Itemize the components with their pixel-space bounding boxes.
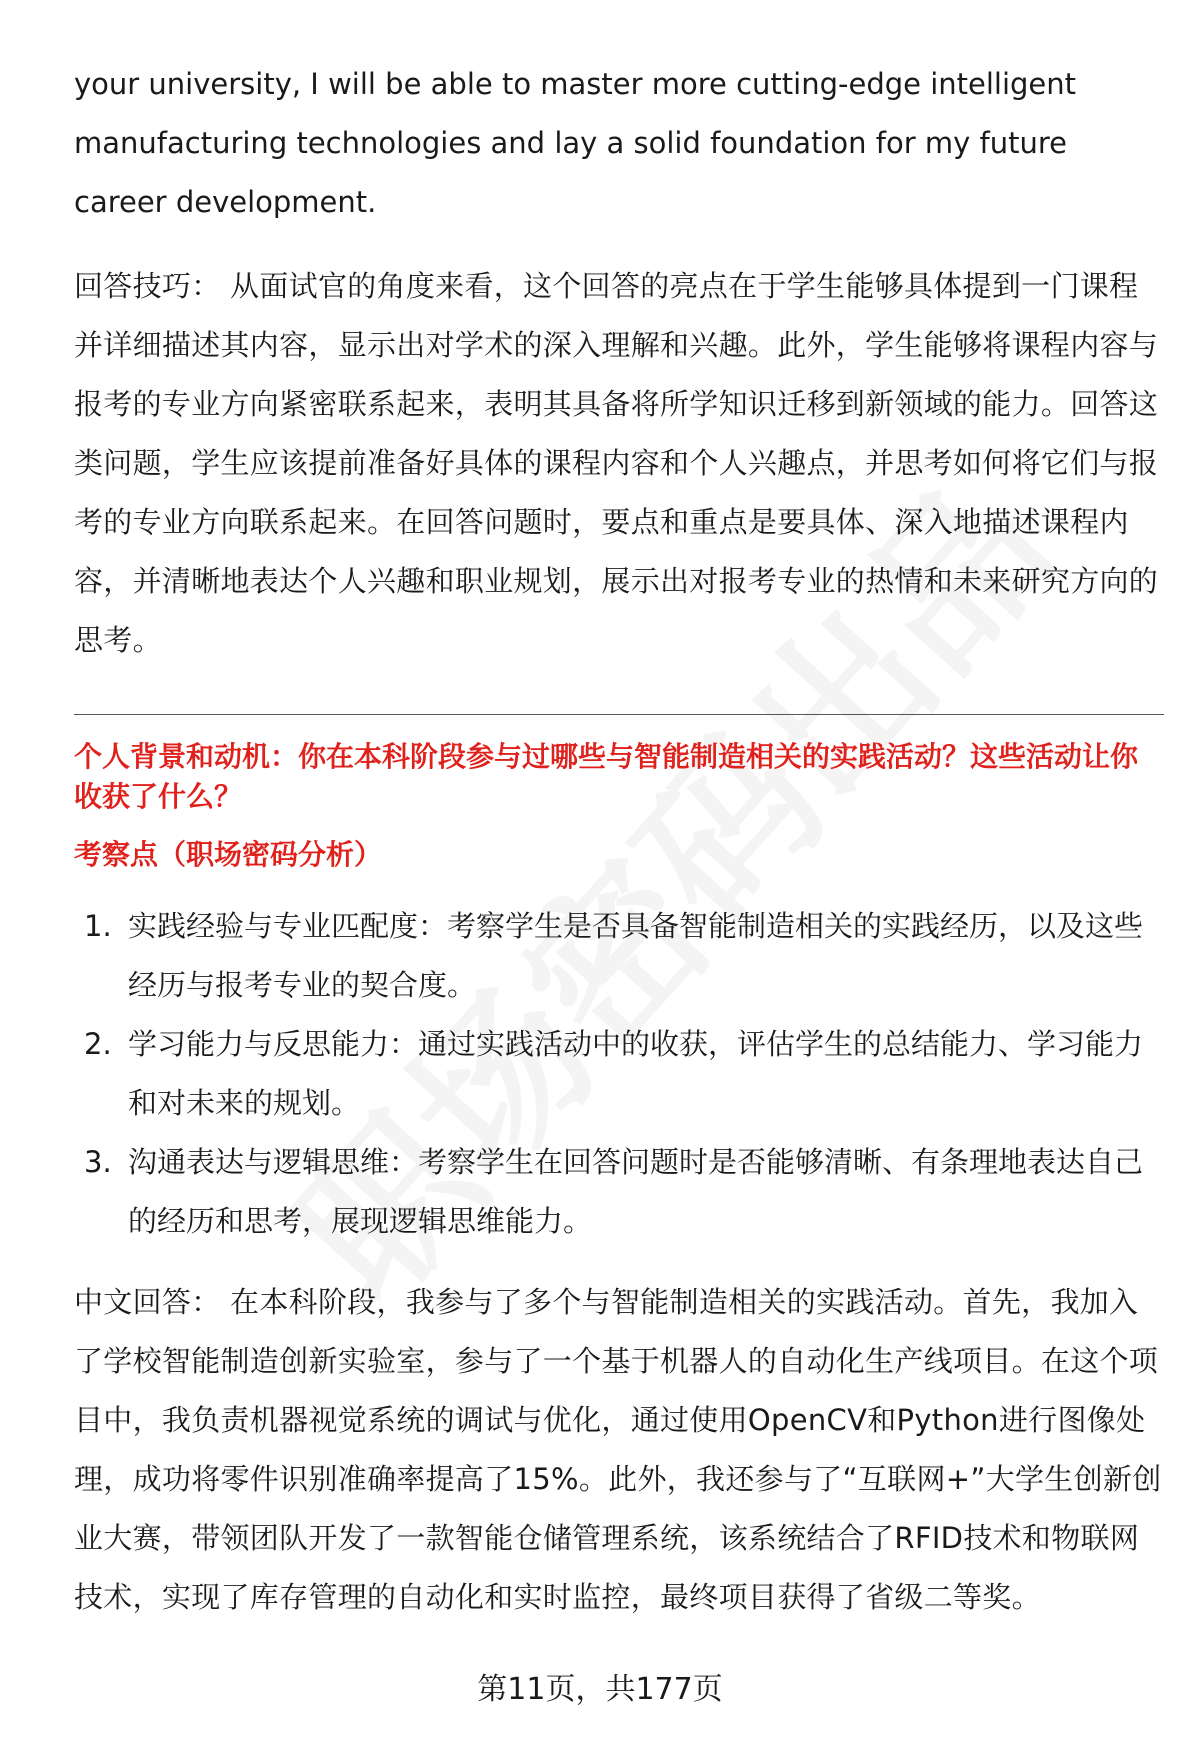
tips-paragraph [74, 257, 1164, 670]
document-page [74, 55, 1164, 1627]
list-item-text: 沟通表达与逻辑思维：考察学生在回答问题时是否能够清晰、有条理地表达自己的经历和思考，展现逻辑思维能力。 [128, 1145, 1144, 1238]
answer-cn-label: 中文回答： [74, 1285, 221, 1319]
list-item-text: 实践经验与专业匹配度：考察学生是否具备智能制造相关的实践经历，以及这些经历与报考专业的契合度。 [128, 909, 1144, 1002]
list-item [74, 897, 1164, 1015]
tips-text: 从面试官的角度来看，这个回答的亮点在于学生能够具体提到一门课程并详细描述其内容，显示出对学术的深入理解和兴趣。此外，学生能够将课程内容与报考的专业方向紧密联系起来，表明其具备将所学知识迁移到新领域的能力。回答这类问题，学生应该提前准备好具体的课程内容和个人兴趣点，并思考如何将它们与报考的专业方向联系起来。在回答问题时，要点和重点是要具体、深入地描述课程内容，并清晰地表达个人兴趣和职业规划，展示出对报考专业的热情和未来研究方向的思考。 [74, 269, 1159, 657]
intro-paragraph-en: your university, I will be able to master more cutting-edge intelligent manufacturing technologies and lay a solid foundation for my future career development. [74, 67, 1077, 219]
list-item-number: 3. [84, 1145, 112, 1179]
list-item [74, 1015, 1164, 1133]
list-item-text: 学习能力与反思能力：通过实践活动中的收获，评估学生的总结能力、学习能力和对未来的规划。 [128, 1027, 1144, 1120]
answer-cn-paragraph [74, 1273, 1164, 1627]
question-title: 个人背景和动机：你在本科阶段参与过哪些与智能制造相关的实践活动？这些活动让你收获了什么？ [74, 740, 1139, 813]
analysis-points-list [74, 897, 1164, 1251]
tips-label: 回答技巧： [74, 269, 221, 303]
list-item-number: 2. [84, 1027, 112, 1061]
list-item [74, 1133, 1164, 1251]
analysis-title: 考察点（职场密码分析） [74, 838, 383, 871]
page-footer: 第11页，共177页 [477, 1672, 723, 1707]
answer-cn-text: 在本科阶段，我参与了多个与智能制造相关的实践活动。首先，我加入了学校智能制造创新实验室，参与了一个基于机器人的自动化生产线项目。在这个项目中，我负责机器视觉系统的调试与优化，通过使用OpenCV和Python进行图像处理，成功将零件识别准确率提高了15%。此外，我还参与了“互联网+”大学生创新创业大赛，带领团队开发了一款智能仓储管理系统，该系统结合了RFID技术和物联网技术，实现了库存管理的自动化和实时监控，最终项目获得了省级二等奖。 [74, 1285, 1162, 1614]
list-item-number: 1. [84, 909, 112, 943]
